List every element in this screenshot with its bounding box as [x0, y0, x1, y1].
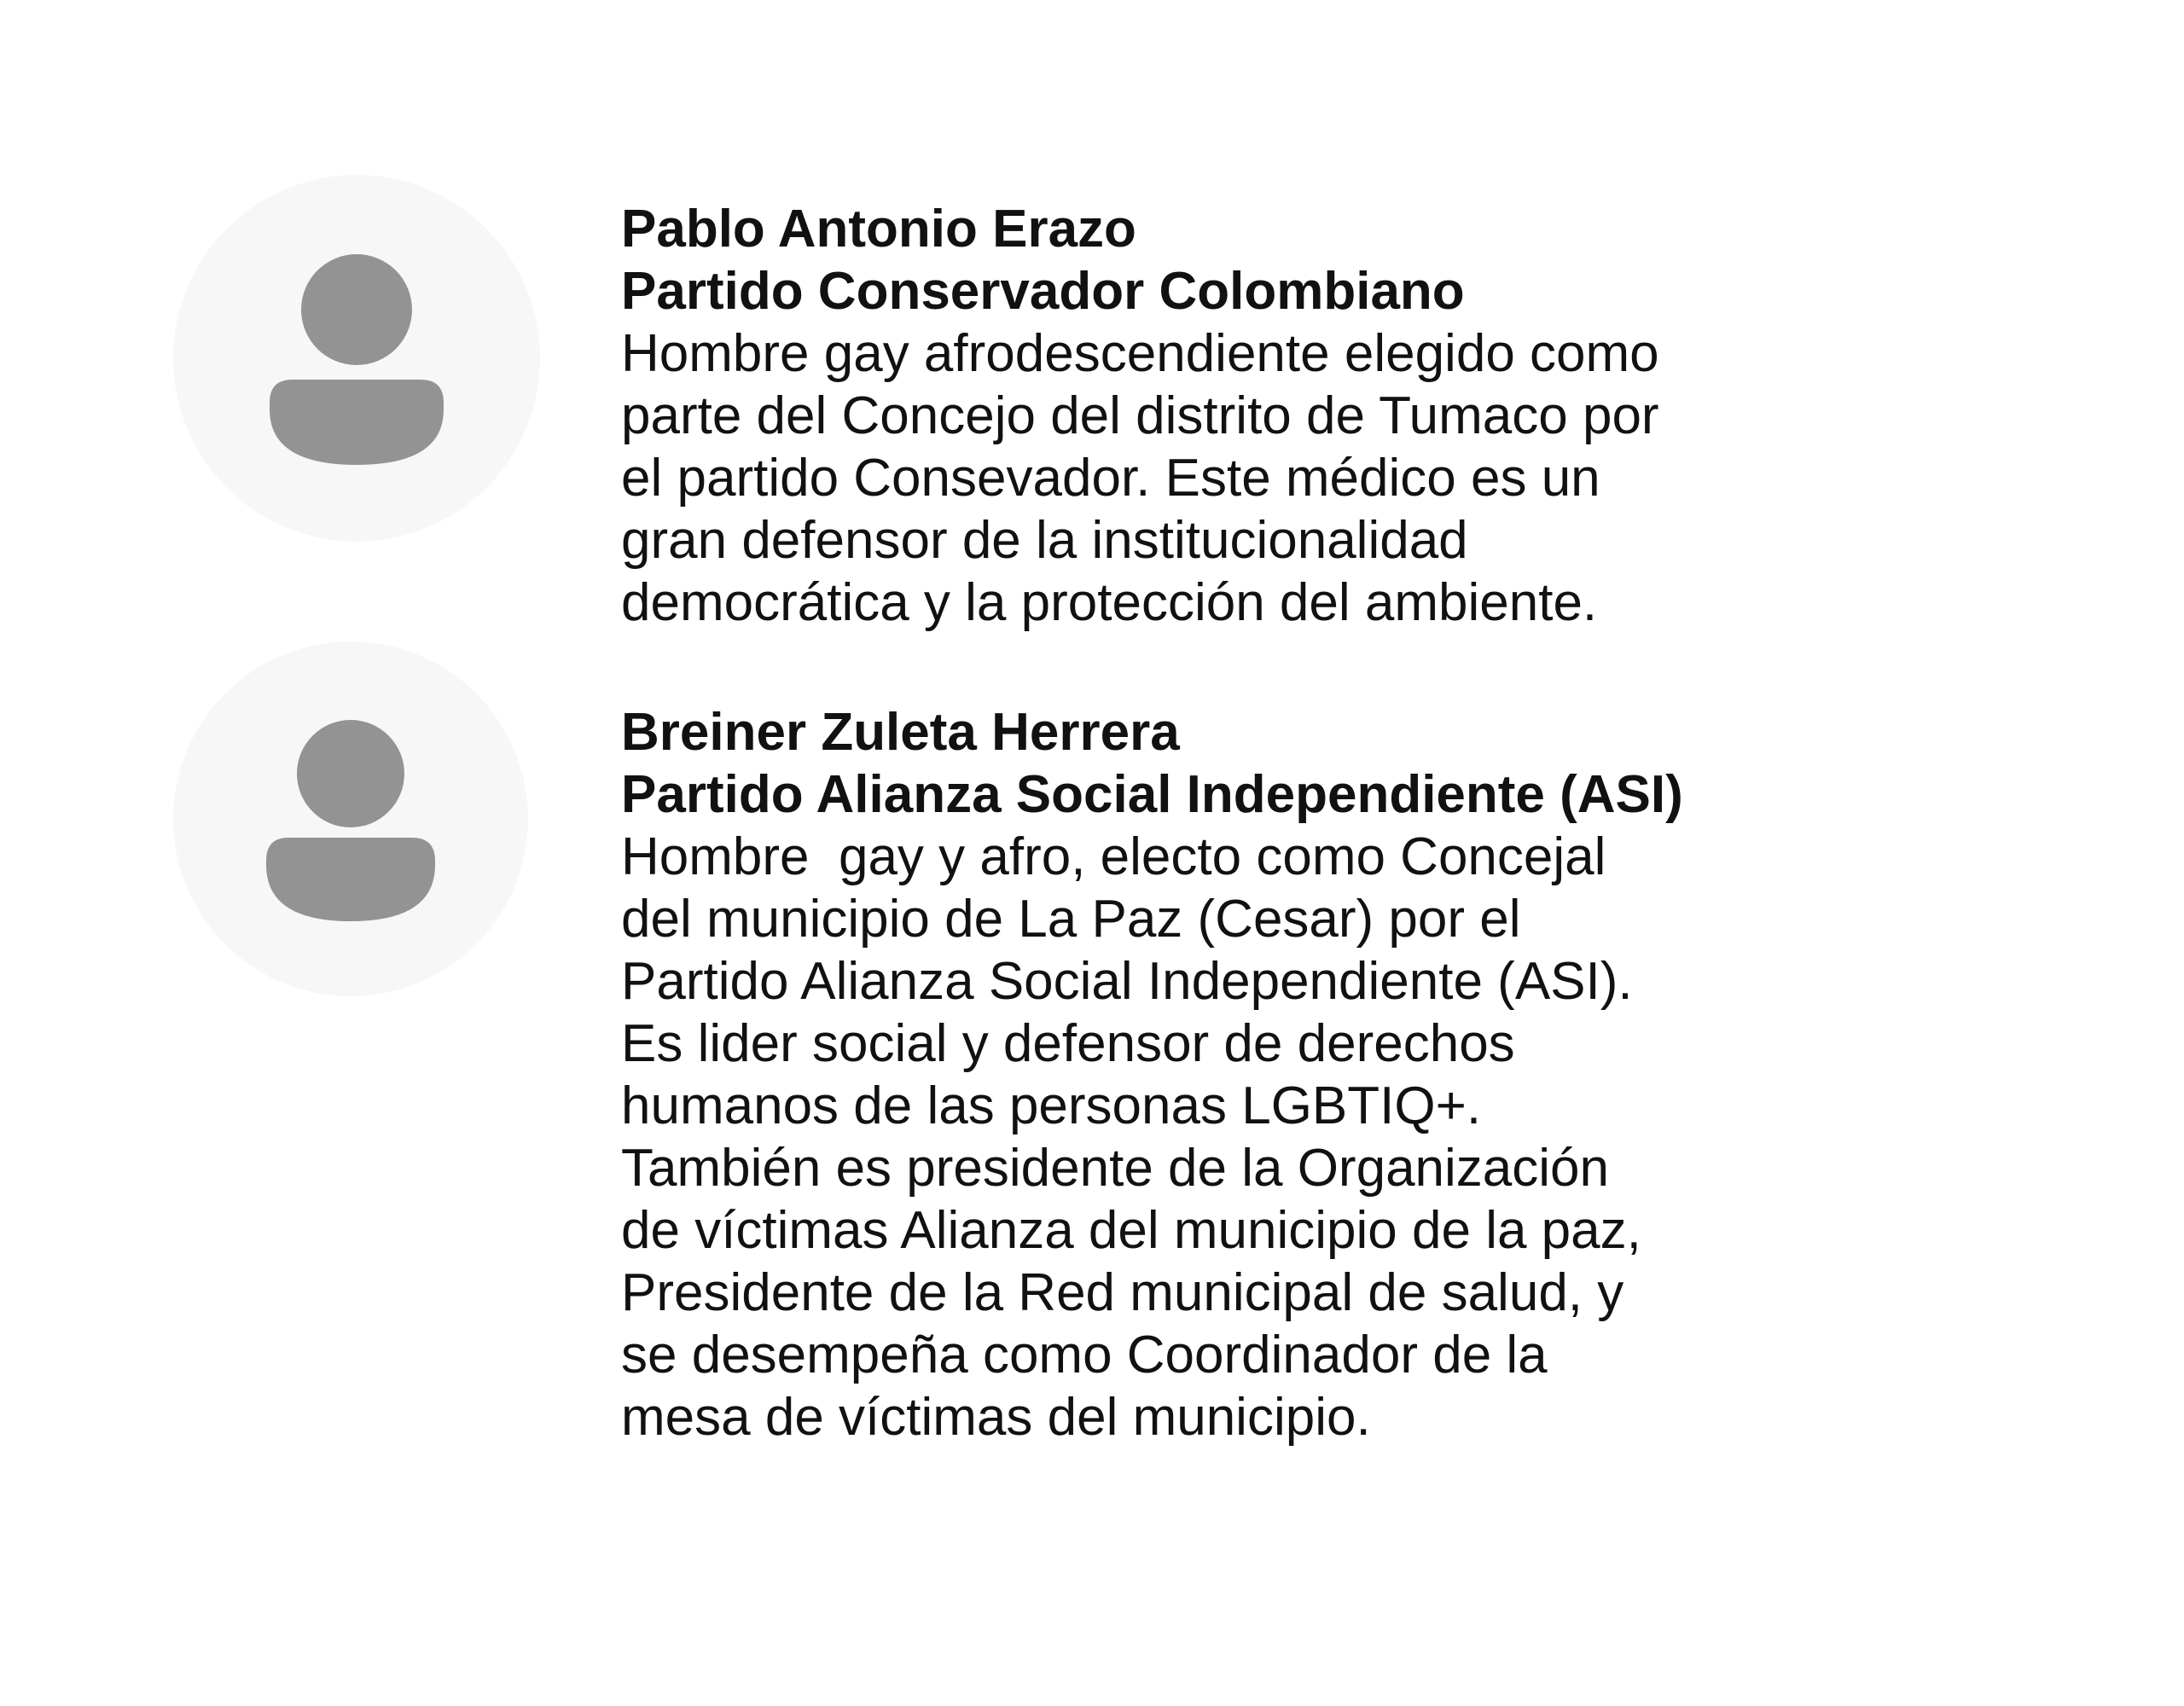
bio-line: Hombre gay y afro, electo como Concejal — [621, 827, 1606, 886]
profile-name: Breiner Zuleta Herrera — [621, 703, 1180, 762]
profile-entry — [621, 701, 1815, 1448]
bio-line: También es presidente de la Organización — [621, 1139, 1610, 1198]
avatar — [173, 641, 528, 996]
profile-bio — [621, 322, 1815, 634]
bio-line: el partido Consevador. Este médico es un — [621, 449, 1600, 508]
bio-line: de víctimas Alianza del municipio de la paz, — [621, 1201, 1641, 1260]
bio-line: democrática y la protección del ambiente. — [621, 573, 1598, 632]
bio-line: Presidente de la Red municipal de salud, y — [621, 1263, 1624, 1322]
user-silhouette-icon — [173, 641, 528, 996]
bio-line: humanos de las personas LGBTIQ+. — [621, 1076, 1482, 1135]
profile-bio — [621, 826, 1815, 1448]
bio-line: Partido Alianza Social Independiente (ASI). — [621, 952, 1633, 1011]
profile-name: Pablo Antonio Erazo — [621, 200, 1136, 258]
profile-party: Partido Conservador Colombiano — [621, 262, 1465, 321]
bio-line: se desempeña como Coordinador de la — [621, 1326, 1548, 1384]
profile-party: Partido Alianza Social Independiente (ASI) — [621, 765, 1683, 824]
profile-entry — [621, 198, 1815, 634]
avatar — [173, 175, 540, 542]
bio-line: mesa de víctimas del municipio. — [621, 1388, 1371, 1447]
bio-line: del municipio de La Paz (Cesar) por el — [621, 890, 1521, 949]
bio-line: Es lider social y defensor de derechos — [621, 1014, 1515, 1073]
bio-line: gran defensor de la institucionalidad — [621, 511, 1468, 570]
user-silhouette-icon — [173, 175, 540, 542]
bio-line: parte del Concejo del distrito de Tumaco por — [621, 386, 1659, 445]
bio-line: Hombre gay afrodescendiente elegido como — [621, 324, 1659, 383]
